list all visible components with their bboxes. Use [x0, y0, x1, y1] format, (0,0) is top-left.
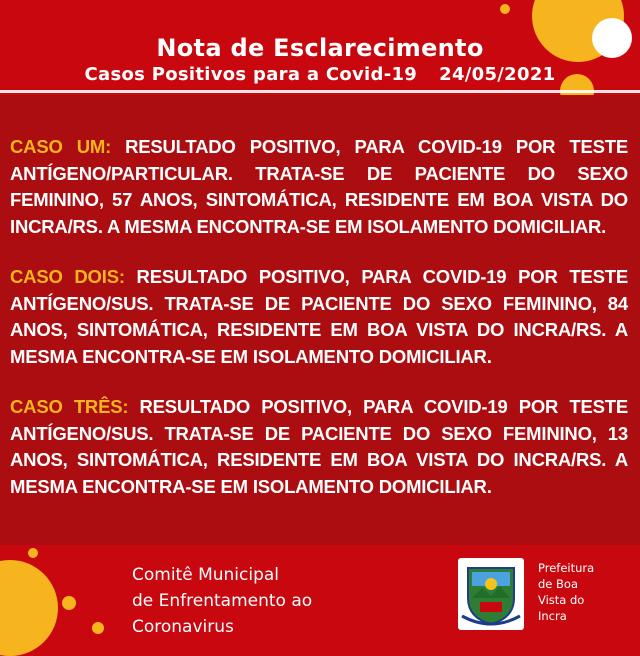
case-text: RESULTADO POSITIVO, PARA COVID-19 POR TESTE ANTÍGENO/SUS. TRATA-SE DE PACIENTE DO SEXO FEMININO, 13 ANOS, SINTOMÁTICA, RESIDENTE EM BOA VISTA DO INCRA/RS. A MESMA ENCONTRA-SE EM ISOLAMENTO DOMICILIAR.: [10, 396, 628, 497]
virus-decoration-icon: [500, 4, 510, 14]
prefeitura-line: Incra: [538, 609, 567, 623]
committee-line: Coronavirus: [132, 617, 234, 637]
virus-decoration-icon: [62, 596, 76, 610]
page-title: Nota de Esclarecimento: [156, 34, 484, 62]
case-label: CASO UM:: [10, 136, 112, 157]
subtitle-text: Casos Positivos para a Covid-19: [84, 64, 418, 85]
date-label: 24/05/2021: [439, 64, 556, 85]
case-paragraph: [10, 134, 628, 240]
prefeitura-line: Vista do: [538, 593, 585, 607]
prefeitura-line: de Boa: [538, 577, 579, 591]
committee-name: [132, 562, 312, 640]
committee-line: Comitê Municipal: [132, 565, 280, 585]
prefeitura-label: [538, 560, 594, 624]
case-label: CASO DOIS:: [10, 266, 125, 287]
committee-line: de Enfrentamento ao: [132, 591, 313, 611]
prefeitura-line: Prefeitura: [538, 561, 595, 575]
page-subtitle: [0, 64, 640, 85]
case-label: CASO TRÊS:: [10, 396, 129, 417]
virus-decoration-icon: [28, 548, 38, 558]
virus-decoration-icon: [92, 622, 104, 634]
case-text: RESULTADO POSITIVO, PARA COVID-19 POR TESTE ANTÍGENO/SUS. TRATA-SE DE PACIENTE DO SEXO FEMININO, 84 ANOS, SINTOMÁTICA, RESIDENTE EM BOA VISTA DO INCRA/RS. A MESMA ENCONTRA-SE EM ISOLAMENTO DOMICILIAR.: [10, 266, 628, 367]
case-paragraph: [10, 394, 628, 500]
municipal-coat-of-arms-icon: [458, 558, 524, 630]
header-divider: [0, 90, 640, 93]
case-text: RESULTADO POSITIVO, PARA COVID-19 POR TESTE ANTÍGENO/PARTICULAR. TRATA-SE DE PACIENTE DO SEXO FEMININO, 57 ANOS, SINTOMÁTICA, RESIDENTE EM BOA VISTA DO INCRA/RS. A MESMA ENCONTRA-SE EM ISOLAMENTO DOMICILIAR.: [10, 136, 628, 237]
case-paragraph: [10, 264, 628, 370]
